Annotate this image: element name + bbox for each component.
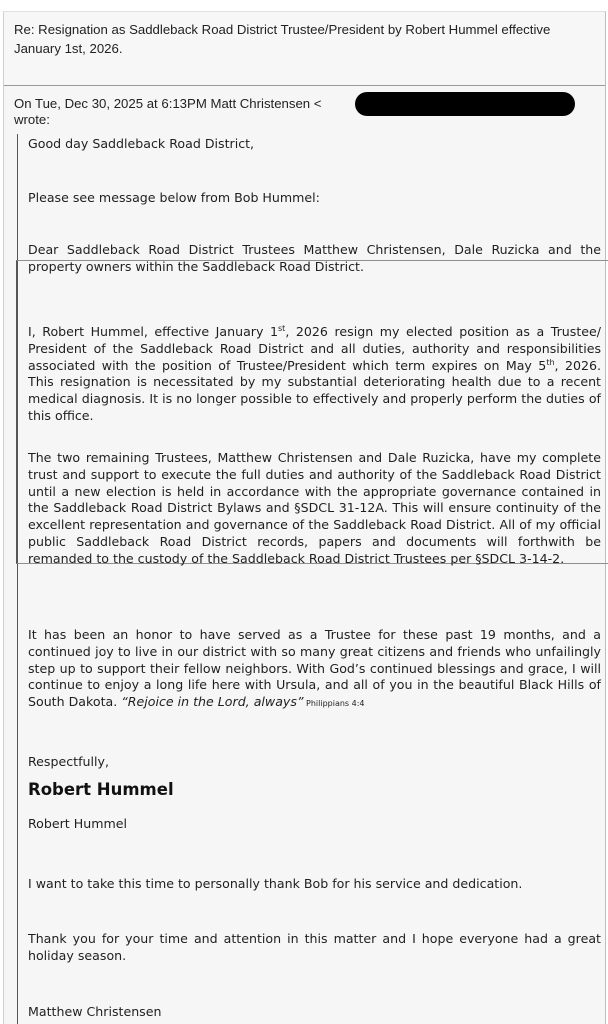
- p1-text-b: , 2026 resign my elected position as a Trustee/ President of the Saddleback Road District and all duties, authority and responsibilities associated with the position of Trustee/President which term expires on May 5: [28, 324, 602, 373]
- ordinal-suffix: st: [278, 323, 286, 333]
- attribution-prefix: On Tue, Dec 30, 2025 at 6:13PM Matt Christensen <: [14, 96, 322, 111]
- letter-paragraph-2: The two remaining Trustees, Matthew Christensen and Dale Ruzicka, have my complete trust and support to execute the full duties and authority of the Saddleback Road District until a new election is held in accordance with the appropriate governance contained in the Saddleback Road District Bylaws and §SDCL 31-12A. This will ensure continuity of the excellent representation and governance of the Saddleback Road District. All of my official public Saddleback Road District records, papers and documents will forthwith be remanded to the custody of the Saddleback Road District Trustees per §SDCL 3-14-2.: [28, 450, 601, 566]
- email-subject: Re: Resignation as Saddleback Road District Trustee/President by Robert Hummel effective January 1st, 2026.: [4, 12, 605, 86]
- p3-text: It has been an honor to have served as a Trustee for these past 19 months, and a continued joy to live in our district with so many great citizens and friends who unfailingly step up to support their fellow neighbors. With God’s continued blessings and grace, I will continue to enjoy a long life here with Ursula, and all of you in the beautiful Black Hills of South Dakota.: [28, 627, 601, 710]
- p1-text-c: , 2026. This resignation is necessitated by my substantial deteriorating health due to a recent medical diagnosis. It is no longer possible to effectively and properly perform the duties of this office.: [28, 357, 601, 423]
- signature-large: Robert Hummel: [28, 780, 174, 799]
- email-frame: [3, 11, 606, 1024]
- scripture-citation: Philippians 4:4: [303, 699, 365, 709]
- letter-salutation: Dear Saddleback Road District Trustees Matthew Christensen, Dale Ruzicka and the property owners within the Saddleback Road District.: [28, 242, 601, 274]
- p1-text-a: I, Robert Hummel, effective January 1: [28, 324, 279, 339]
- greeting: Good day Saddleback Road District,: [28, 136, 255, 151]
- quoted-message: [17, 134, 608, 1024]
- thanks-line: I want to take this time to personally thank Bob for his service and dedication.: [28, 876, 523, 891]
- attribution-suffix: wrote:: [14, 112, 50, 127]
- letter-closing: Respectfully,: [28, 754, 109, 769]
- letter-paragraph-1: [28, 324, 601, 425]
- redacted-email-address: [355, 92, 575, 116]
- closing-line: Thank you for your time and attention in this matter and I hope everyone had a great holiday season.: [28, 931, 601, 963]
- ordinal-suffix: th: [546, 357, 555, 367]
- intro-line: Please see message below from Bob Hummel:: [28, 190, 320, 205]
- scripture-quote: “Rejoice in the Lord, always”: [121, 694, 304, 710]
- sender-name: Matthew Christensen: [28, 1004, 162, 1019]
- letter-paragraph-3: [28, 627, 601, 713]
- signature-small: Robert Hummel: [28, 816, 127, 831]
